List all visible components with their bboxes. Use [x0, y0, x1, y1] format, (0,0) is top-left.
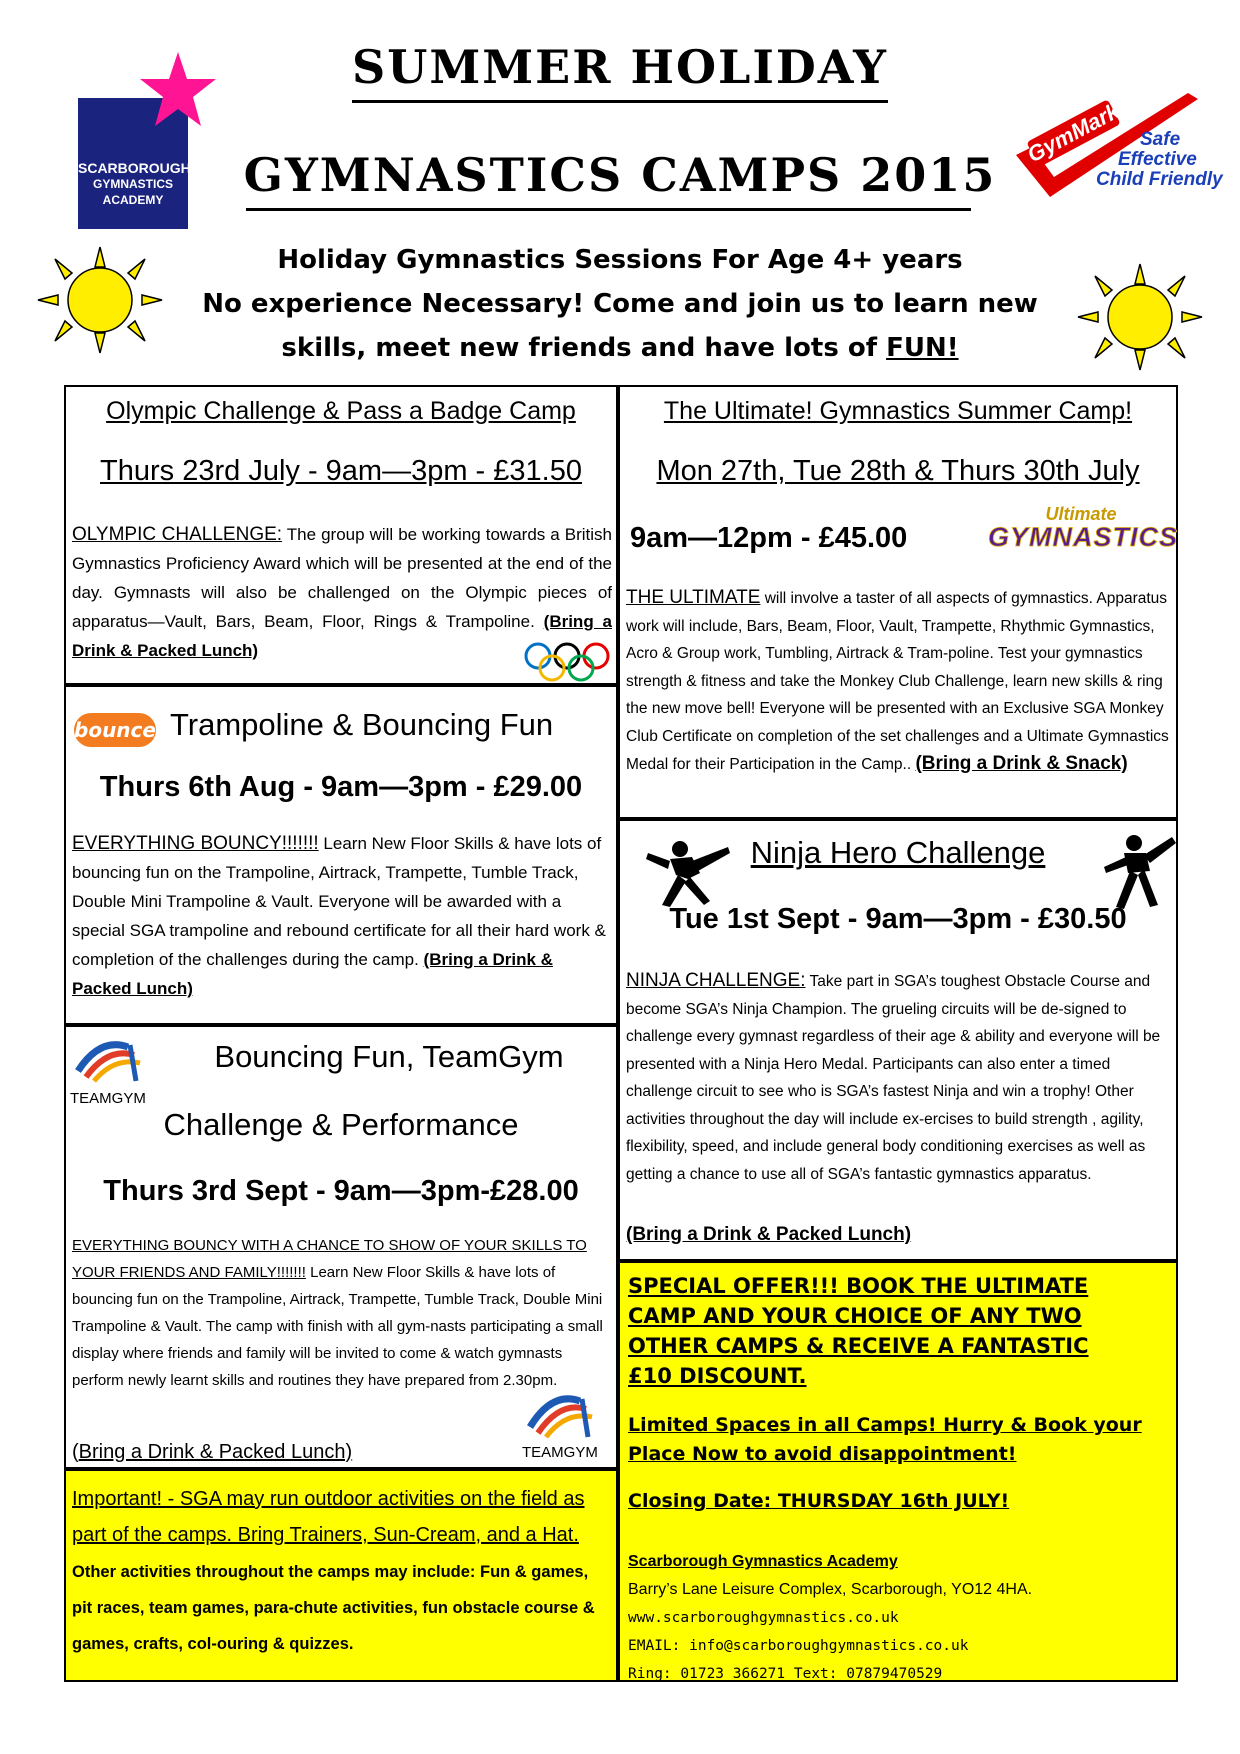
- gymmark-logo: [1010, 85, 1223, 210]
- ultimate-date2: 9am—12pm - £45.00: [630, 522, 908, 554]
- gymmark-brand: GymMark: [1023, 98, 1124, 168]
- sun-icon: [35, 245, 165, 355]
- teamgym-title2: Challenge & Performance: [163, 1107, 519, 1142]
- ultimate-title: The Ultimate! Gymnastics Summer Camp!: [663, 397, 1133, 425]
- intro-line3: skills, meet new friends and have lots of FUN!: [281, 333, 959, 363]
- ninja-bring: (Bring a Drink & Packed Lunch): [626, 1224, 912, 1245]
- teamgym-description: EVERYTHING BOUNCY WITH A CHANCE TO SHOW OF YOUR SKILLS TO YOUR FRIENDS AND FAMILY!!!!!!! Learn New Floor Skills & have lots of bouncing fun on the Trampoline, Airtrack, Trampette, Tumble Track, Double Mini Trampoline & Vault. The camp with finish with all gym-nasts participating a small display where friends and family will be invited to come & watch gymnasts perform newly learnt skills and routines they have prepared from 2.30pm.: [72, 1237, 603, 1389]
- teamgym-figure-icon: [70, 1037, 156, 1083]
- important-label: Important! - SGA may run outdoor activities on the field as part of the camps. Bring Trainers, Sun-Cream, and a Hat.: [72, 1488, 585, 1546]
- intro: [150, 238, 1090, 370]
- teamgym-figure-icon: [522, 1389, 608, 1439]
- important-box: [64, 1469, 618, 1682]
- ninja-kick-icon: [1098, 827, 1178, 913]
- olympic-rings-icon: [522, 641, 612, 683]
- sun-icon: [1075, 262, 1205, 372]
- title-line1: SUMMER HOLIDAY: [352, 40, 888, 94]
- ultimate-gymnastics-logo: Ultimate GYMNASTICS: [988, 504, 1179, 552]
- olympic-camp-box: [64, 385, 618, 685]
- teamgym-title1: Bouncing Fun, TeamGym: [214, 1039, 564, 1074]
- bounce-logo: bounce: [74, 713, 156, 747]
- email-link[interactable]: EMAIL: info@scarboroughgymnastics.co.uk: [628, 1638, 969, 1654]
- title-line1-underline: [352, 100, 888, 103]
- trampoline-description: EVERYTHING BOUNCY!!!!!!! Learn New Floor Skills & have lots of bouncing fun on the Trampoline, Airtrack, Trampette, Tumble Track, Double Mini Trampoline & Vault. Everyone will be awarded with a special SGA trampoline and rebound certificate for all their hard work & completion of the challenges during the camp. (Bring a Drink & Packed Lunch): [72, 833, 606, 998]
- trampoline-label: EVERYTHING BOUNCY!!!!!!!: [72, 833, 319, 854]
- sga-logo-text: SCARBOROUGH GYMNASTICS ACADEMY: [78, 160, 191, 207]
- ninja-title: Ninja Hero Challenge: [750, 835, 1046, 870]
- org-name: Scarborough Gymnastics Academy: [628, 1553, 898, 1570]
- teamgym-bring: (Bring a Drink & Packed Lunch): [72, 1441, 353, 1463]
- teamgym-logo: TEAMGYM: [522, 1389, 614, 1463]
- ninja-camp-box: [618, 819, 1178, 1261]
- olympic-description: OLYMPIC CHALLENGE: The group will be working towards a British Gymnastics Proficiency Award which will be presented at the end of the day. Gymnasts will also be challenged on the Olympic pieces of apparatus—Vault, Bars, Beam, Floor, Rings & Trampoline. (Bring a Drink & Packed Lunch): [72, 524, 612, 660]
- olympic-title: Olympic Challenge & Pass a Badge Camp: [106, 397, 576, 425]
- ultimate-camp-box: [618, 385, 1178, 819]
- fun-word: FUN!: [886, 333, 959, 363]
- trampoline-title: Trampoline & Bouncing Fun: [170, 707, 554, 742]
- trampoline-camp-box: [64, 685, 618, 1025]
- intro-line2: No experience Necessary! Come and join us to learn new: [202, 289, 1038, 319]
- teamgym-date: Thurs 3rd Sept - 9am—3pm-£28.00: [103, 1175, 579, 1207]
- offer-closing: Closing Date: THURSDAY 16th JULY!: [628, 1490, 1010, 1512]
- teamgym-camp-box: [64, 1025, 618, 1469]
- address: Barry’s Lane Leisure Complex, Scarborough, YO12 4HA.: [628, 1581, 1033, 1598]
- phone-line: Ring: 01723 366271 Text: 07879470529: [628, 1666, 943, 1682]
- ultimate-bring: (Bring a Drink & Snack): [915, 753, 1128, 774]
- contact-block: [628, 1548, 1032, 1688]
- ninja-label: NINJA CHALLENGE:: [626, 970, 806, 991]
- offer-headline: SPECIAL OFFER!!! BOOK THE ULTIMATE CAMP AND YOUR CHOICE OF ANY TWO OTHER CAMPS & RECEIVE A FANTASTIC £10 DISCOUNT.: [628, 1274, 1089, 1388]
- website-link[interactable]: www.scarboroughgymnastics.co.uk: [628, 1610, 899, 1626]
- olympic-bring: (Bring a Drink & Packed Lunch): [72, 612, 612, 660]
- intro-line1: Holiday Gymnastics Sessions For Age 4+ years: [277, 245, 963, 275]
- teamgym-label: EVERYTHING BOUNCY WITH A CHANCE TO SHOW OF YOUR SKILLS TO YOUR FRIENDS AND FAMILY!!!!!!!: [72, 1237, 587, 1281]
- special-offer-box: [618, 1261, 1178, 1682]
- gymmark-safe: Safe: [1140, 129, 1181, 150]
- title-line2-underline: [246, 208, 971, 211]
- olympic-label: OLYMPIC CHALLENGE:: [72, 524, 283, 545]
- teamgym-logo: TEAMGYM: [70, 1037, 160, 1103]
- important-text: Important! - SGA may run outdoor activities on the field as part of the camps. Bring Trainers, Sun-Cream, and a Hat. Other activities throughout the camps may include: Fun & games, pit races, team games, para-chute activities, fun obstacle course & games, crafts, col-ouring & quizzes.: [72, 1488, 595, 1653]
- gymmark-child-friendly: Child Friendly: [1096, 169, 1223, 190]
- trampoline-bring: (Bring a Drink & Packed Lunch): [72, 950, 553, 998]
- gymmark-effective: Effective: [1118, 149, 1197, 170]
- ultimate-description: THE ULTIMATE will involve a taster of all aspects of gymnastics. Apparatus work will include, Bars, Beam, Floor, Vault, Trampette, Rhythmic Gymnastics, Acro & Group work, Tumbling, Airtrack & Tram-poline. Test your gymnastics strength & fitness and take the Monkey Club Challenge, learn new skills & ring the new move bell! Everyone will be presented with an Exclusive SGA Monkey Club Certificate on completion of the set challenges and a Ultimate Gymnastics Medal for their Participation in the Camp.. (Bring a Drink & Snack): [626, 587, 1169, 774]
- olympic-date: Thurs 23rd July - 9am—3pm - £31.50: [100, 455, 582, 487]
- offer-limited: Limited Spaces in all Camps! Hurry & Book your Place Now to avoid disappointment!: [628, 1414, 1142, 1465]
- ultimate-date1: Mon 27th, Tue 28th & Thurs 30th July: [656, 455, 1140, 487]
- trampoline-date: Thurs 6th Aug - 9am—3pm - £29.00: [99, 771, 583, 803]
- ninja-description: NINJA CHALLENGE: Take part in SGA’s toughest Obstacle Course and become SGA’s Ninja Champion. The grueling circuits will be de-signed to challenge every gymnast regardless of their age & ability and everyone will be presented with a Ninja Hero Medal. Participants can also enter a timed challenge circuit to see who is SGA’s fastest Ninja and win a trophy! Other activities throughout the day will include ex-ercises to build strength , agility, flexibility, speed, and include general body conditioning exercises as well as getting a chance to use all of SGA’s fantastic gymnastics apparatus.: [626, 970, 1161, 1183]
- ninja-date: Tue 1st Sept - 9am—3pm - £30.50: [669, 903, 1127, 935]
- title-line2: GYMNASTICS CAMPS 2015: [243, 148, 997, 202]
- ultimate-label: THE ULTIMATE: [626, 587, 761, 608]
